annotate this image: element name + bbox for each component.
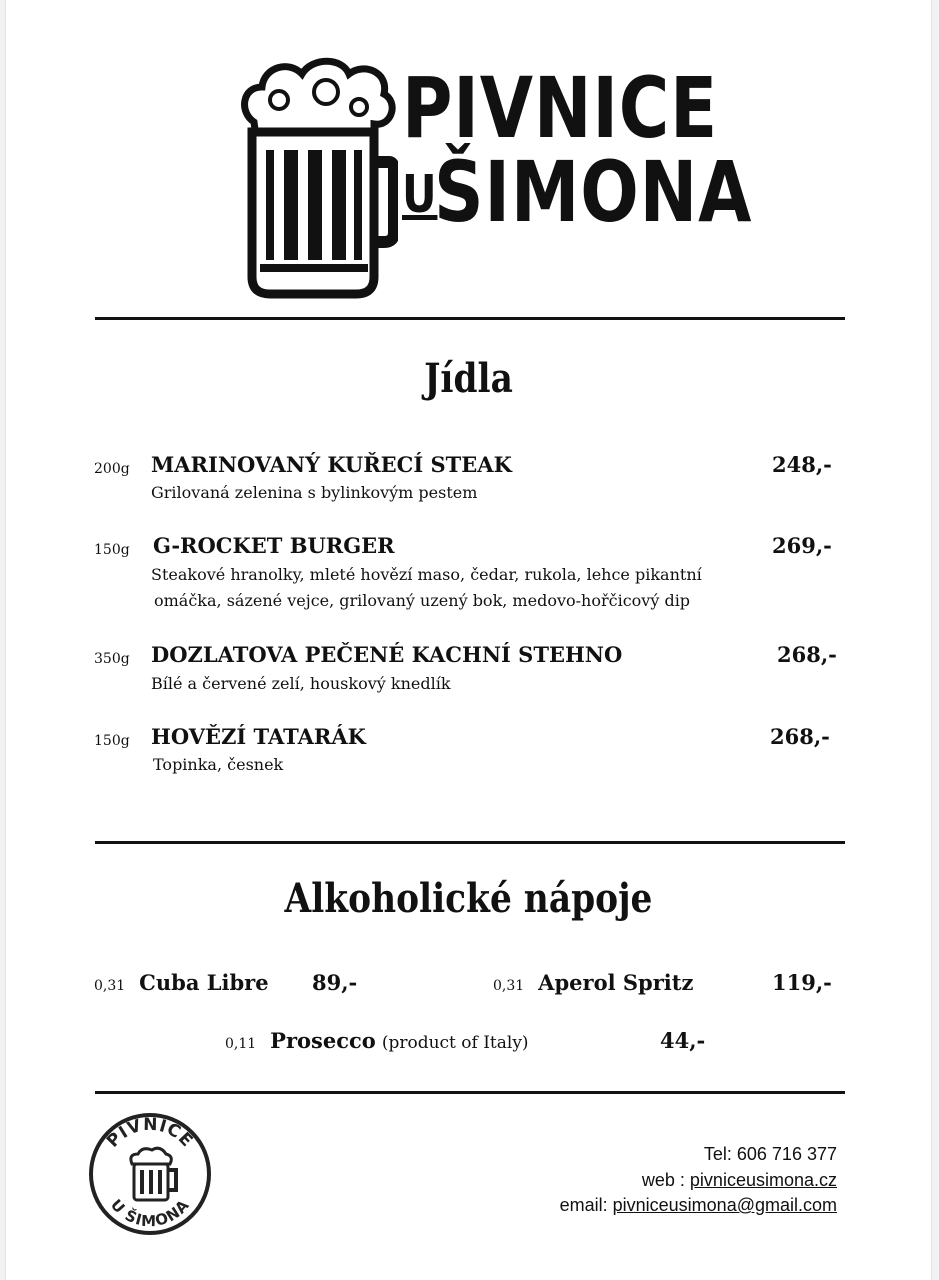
item-name: DOZLATOVA PEČENÉ KACHNÍ STEHNO [151, 642, 623, 667]
drink-item [493, 970, 693, 995]
item-description: Bílé a červené zelí, houskový knedlík [151, 674, 451, 693]
logo-title-u: U [402, 165, 438, 225]
item-name: MARINOVANÝ KUŘECÍ STEAK [151, 452, 512, 477]
drink-note: (product of Italy) [381, 1033, 529, 1053]
contact-web-label: web : [641, 1170, 690, 1190]
item-price: 268,- [777, 642, 837, 667]
drink-volume: 0,11 [225, 1036, 257, 1052]
contact-phone: Tel: 606 716 377 [703, 1144, 837, 1164]
item-price: 268,- [770, 724, 830, 749]
item-description: Topinka, česnek [153, 755, 284, 774]
menu-page [6, 0, 931, 1280]
item-description: Steakové hranolky, mleté hovězí maso, čedar, rukola, lehce pikantní [151, 565, 702, 584]
contact-email-label: email: [559, 1195, 613, 1215]
item-weight: 200g [94, 461, 130, 477]
svg-text:PIVNICE: PIVNICE [103, 1114, 198, 1152]
badge-logo-icon [88, 1112, 212, 1236]
logo-title-simona: ŠIMONA [434, 143, 753, 241]
drink-price: 89,- [312, 970, 358, 995]
drink-name: Cuba Libre [139, 970, 269, 995]
item-name: G-ROCKET BURGER [153, 533, 395, 558]
food-section-title: Jídla [424, 355, 513, 402]
drink-item [94, 970, 269, 995]
item-description: omáčka, sázené vejce, grilovaný uzený bok, medovo-hořčicový dip [154, 591, 691, 610]
email-link[interactable]: pivniceusimona@gmail.com [612, 1195, 837, 1215]
divider [95, 1091, 845, 1094]
item-description: Grilovaná zelenina s bylinkovým pestem [151, 483, 478, 502]
item-weight: 350g [94, 651, 130, 667]
drink-price: 119,- [772, 970, 832, 995]
beer-mug-logo-icon [234, 52, 398, 302]
drink-item [225, 1028, 529, 1053]
divider [95, 317, 845, 320]
item-price: 269,- [772, 533, 832, 558]
item-weight: 150g [94, 542, 130, 558]
drinks-section-title: Alkoholické nápoje [284, 875, 653, 922]
item-name: HOVĚZÍ TATARÁK [151, 724, 366, 749]
item-weight: 150g [94, 733, 130, 749]
contact-email [560, 1195, 837, 1216]
drink-volume: 0,31 [94, 978, 126, 994]
drink-volume: 0,31 [493, 978, 525, 994]
website-link[interactable]: pivniceusimona.cz [689, 1170, 837, 1190]
logo-title-pivnice: PIVNICE [402, 59, 719, 157]
svg-text:U ŠIMONA: U ŠIMONA [106, 1195, 194, 1231]
drink-price: 44,- [660, 1028, 706, 1053]
divider [95, 841, 845, 844]
contact-web [642, 1170, 837, 1191]
drink-name: Prosecco [270, 1028, 376, 1053]
drink-name: Aperol Spritz [538, 970, 694, 995]
item-price: 248,- [772, 452, 832, 477]
